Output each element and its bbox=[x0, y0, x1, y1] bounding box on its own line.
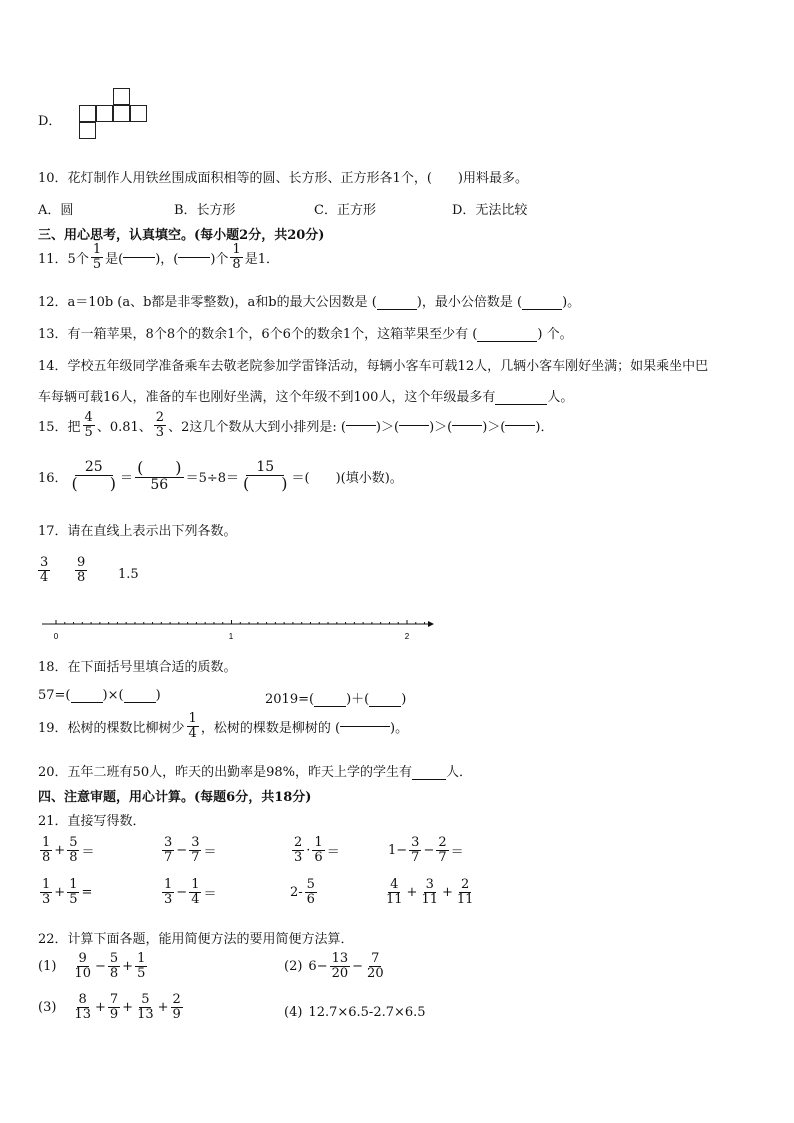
q21-item-4: 1− $\frac{3}{7}$ − $\frac{2}{7}$ ＝ bbox=[388, 835, 464, 865]
q13 bbox=[38, 323, 573, 342]
q18-blank-3[interactable] bbox=[314, 706, 346, 707]
q22-problem-2: (2) 6− $\frac{13}{20}$ − $\frac{7}{20}$ bbox=[284, 951, 384, 981]
q20 bbox=[38, 761, 472, 780]
number-line bbox=[38, 615, 438, 643]
q11-a: 5个 bbox=[67, 251, 89, 267]
q14-line-1: 14．学校五年级同学准备乘车去敬老院参加学雷锋活动，每辆小客车可载12人，几辆小客车刚好坐满；如果乘坐中巴 bbox=[38, 359, 709, 374]
q20-blank[interactable] bbox=[412, 779, 446, 780]
q22-problem-1: (1) $\frac{9}{10}$ − $\frac{5}{8}$ + $\frac{1}{5}$ bbox=[38, 951, 146, 981]
q16-tail: ＝( )(填小数)。 bbox=[291, 470, 403, 486]
q17-text: 17．请在直线上表示出下列各数。 bbox=[38, 524, 237, 539]
q11-num: 11． bbox=[38, 251, 68, 267]
q15-blank-4[interactable] bbox=[505, 425, 535, 426]
q17-fraction-2: $\frac{9}{8}$ bbox=[77, 555, 86, 585]
q16-mid: ＝5÷8＝ bbox=[185, 470, 239, 486]
q15-blank-3[interactable] bbox=[452, 425, 482, 426]
q18-text: 18．在下面括号里填合适的质数。 bbox=[38, 660, 237, 675]
q19-b: ，松树的棵数是柳树的 ( bbox=[200, 720, 341, 736]
q13-end: ) 个。 bbox=[537, 327, 573, 342]
q21-item-7: 2- $\frac{5}{6}$ bbox=[290, 877, 315, 907]
q12 bbox=[38, 291, 580, 310]
section3-title: 三、用心思考，认真填空。(每小题2分，共20分) bbox=[38, 228, 325, 243]
q20-a: 20．五年二班有50人，昨天的出勤率是98%，昨天上学的学生有 bbox=[38, 765, 412, 780]
q14-blank[interactable] bbox=[495, 404, 547, 405]
q22-problem-4-text: 12.7×6.5-2.7×6.5 bbox=[308, 1005, 426, 1020]
q14-line-2-text: 车每辆可载16人，准备的车也刚好坐满，这个年级不到100人，这个年级最多有 bbox=[38, 390, 496, 405]
q14-line-2 bbox=[38, 386, 573, 405]
q12-end: )。 bbox=[562, 295, 581, 310]
q21-item-1: $\frac{1}{8}$ + $\frac{5}{8}$ ＝ bbox=[42, 835, 95, 865]
q22-problem-3: (3) $\frac{8}{13}$ + $\frac{7}{9}$ + $\frac{5}{13}$ + $\frac{2}{9}$ bbox=[38, 992, 181, 1022]
q10-option-b: B．长方形 bbox=[174, 203, 236, 218]
q11-fraction-1: $\frac{1}{5}$ bbox=[92, 242, 102, 272]
q11-blank-1[interactable] bbox=[123, 257, 155, 258]
q19-fraction: $\frac{1}{4}$ bbox=[188, 711, 197, 741]
q12-blank-1[interactable] bbox=[377, 309, 417, 310]
q11-blank-2[interactable] bbox=[178, 257, 210, 258]
q15-gt-1: )＞( bbox=[375, 419, 400, 435]
q21-text: 21．直接写得数． bbox=[38, 814, 146, 829]
q12-mid: )，最小公倍数是 ( bbox=[416, 295, 523, 310]
q19-c: )。 bbox=[390, 720, 409, 736]
q12-blank-2[interactable] bbox=[522, 309, 562, 310]
q15-fraction-1: $\frac{4}{5}$ bbox=[84, 410, 93, 440]
q15-blank-2[interactable] bbox=[399, 425, 429, 426]
q15-gt-3: )＞( bbox=[482, 419, 506, 435]
q11-d: )个 bbox=[210, 251, 229, 267]
q10-text: 10．花灯制作人用铁丝围成面积相等的圆、长方形、正方形各1个，( )用料最多。 bbox=[38, 171, 528, 186]
q9-option-d bbox=[38, 110, 61, 129]
q16-num: 16． bbox=[38, 470, 68, 486]
q14-end: 人。 bbox=[547, 390, 574, 405]
q21-item-2: $\frac{3}{7}$ − $\frac{3}{7}$ ＝ bbox=[164, 835, 217, 865]
q15-blank-1[interactable] bbox=[346, 425, 376, 426]
q21-item-5: $\frac{1}{3}$ + $\frac{1}{5}$ = bbox=[42, 877, 93, 907]
q22-problem-4: (4) 12.7×6.5-2.7×6.5 bbox=[284, 1005, 426, 1020]
q15-b: 、2这几个数从大到小排列是: ( bbox=[168, 419, 346, 435]
q21-item-3: $\frac{2}{3}$ · $\frac{1}{6}$ ＝ bbox=[294, 835, 340, 865]
q19-blank[interactable] bbox=[340, 726, 390, 727]
q15-end: )． bbox=[535, 419, 554, 435]
q16-fraction-1: $\frac{25}{( )}$ bbox=[71, 459, 117, 493]
q16-fraction-2: $\frac{( )}{56}$ bbox=[137, 458, 182, 493]
q13-blank[interactable] bbox=[477, 341, 537, 342]
q11-c: )，( bbox=[155, 251, 179, 267]
q18-blank-1[interactable] bbox=[71, 702, 103, 703]
q21-item-8: $\frac{4}{11}$ + $\frac{3}{11}$ + $\frac{2}{11}$ bbox=[386, 877, 474, 907]
q11-b: 是( bbox=[105, 251, 124, 267]
q18-blank-4[interactable] bbox=[369, 706, 401, 707]
tick-label-0: 0 bbox=[53, 632, 59, 641]
option-d-label: D． bbox=[38, 114, 62, 129]
q17-fraction-1: $\frac{3}{4}$ bbox=[40, 555, 49, 585]
q15 bbox=[38, 411, 553, 439]
q16-fraction-3: $\frac{15}{( )}$ bbox=[243, 459, 288, 493]
q15-num: 15．把 bbox=[38, 419, 81, 435]
number-line-arrow bbox=[428, 621, 434, 627]
q10-option-d: D．无法比较 bbox=[452, 203, 528, 218]
q16-eq: ＝ bbox=[120, 470, 134, 486]
q11-e: 是1． bbox=[244, 251, 279, 267]
number-line-minor-ticks bbox=[56, 620, 425, 624]
q18-right: 2019=( )＋( ) bbox=[265, 692, 407, 707]
tick-label-2: 2 bbox=[404, 632, 410, 641]
q18-blank-2[interactable] bbox=[124, 702, 156, 703]
q20-b: 人． bbox=[445, 765, 472, 780]
q16 bbox=[38, 460, 403, 492]
q19-a: 19．松树的棵数比柳树少 bbox=[38, 720, 185, 736]
q15-a: 、0.81、 bbox=[96, 419, 152, 435]
q11-fraction-2: $\frac{1}{8}$ bbox=[232, 242, 241, 272]
q10-option-c: C．正方形 bbox=[314, 203, 376, 218]
q19 bbox=[38, 712, 408, 740]
q12-text: 12．a＝10b (a、b都是非零整数)，a和b的最大公因数是 ( bbox=[38, 295, 377, 310]
q22-text: 22．计算下面各题，能用简便方法的要用简便方法算． bbox=[38, 932, 354, 947]
q10-option-a: A．圆 bbox=[38, 203, 74, 218]
q15-fraction-2: $\frac{2}{3}$ bbox=[155, 410, 165, 440]
section4-title: 四、注意审题，用心计算。(每题6分，共18分) bbox=[38, 790, 312, 805]
q13-text: 13．有一箱苹果，8个8个的数余1个，6个6个的数余1个，这箱苹果至少有 ( bbox=[38, 327, 478, 342]
q15-gt-2: )＞( bbox=[429, 419, 453, 435]
cube-net-figure bbox=[79, 88, 151, 142]
q21-item-6: $\frac{1}{3}$ − $\frac{1}{4}$ ＝ bbox=[164, 877, 217, 907]
q11 bbox=[38, 243, 279, 271]
q17-decimal: 1.5 bbox=[118, 567, 139, 582]
q18-left: 57=( )×( ) bbox=[38, 688, 161, 703]
tick-label-1: 1 bbox=[228, 632, 234, 641]
